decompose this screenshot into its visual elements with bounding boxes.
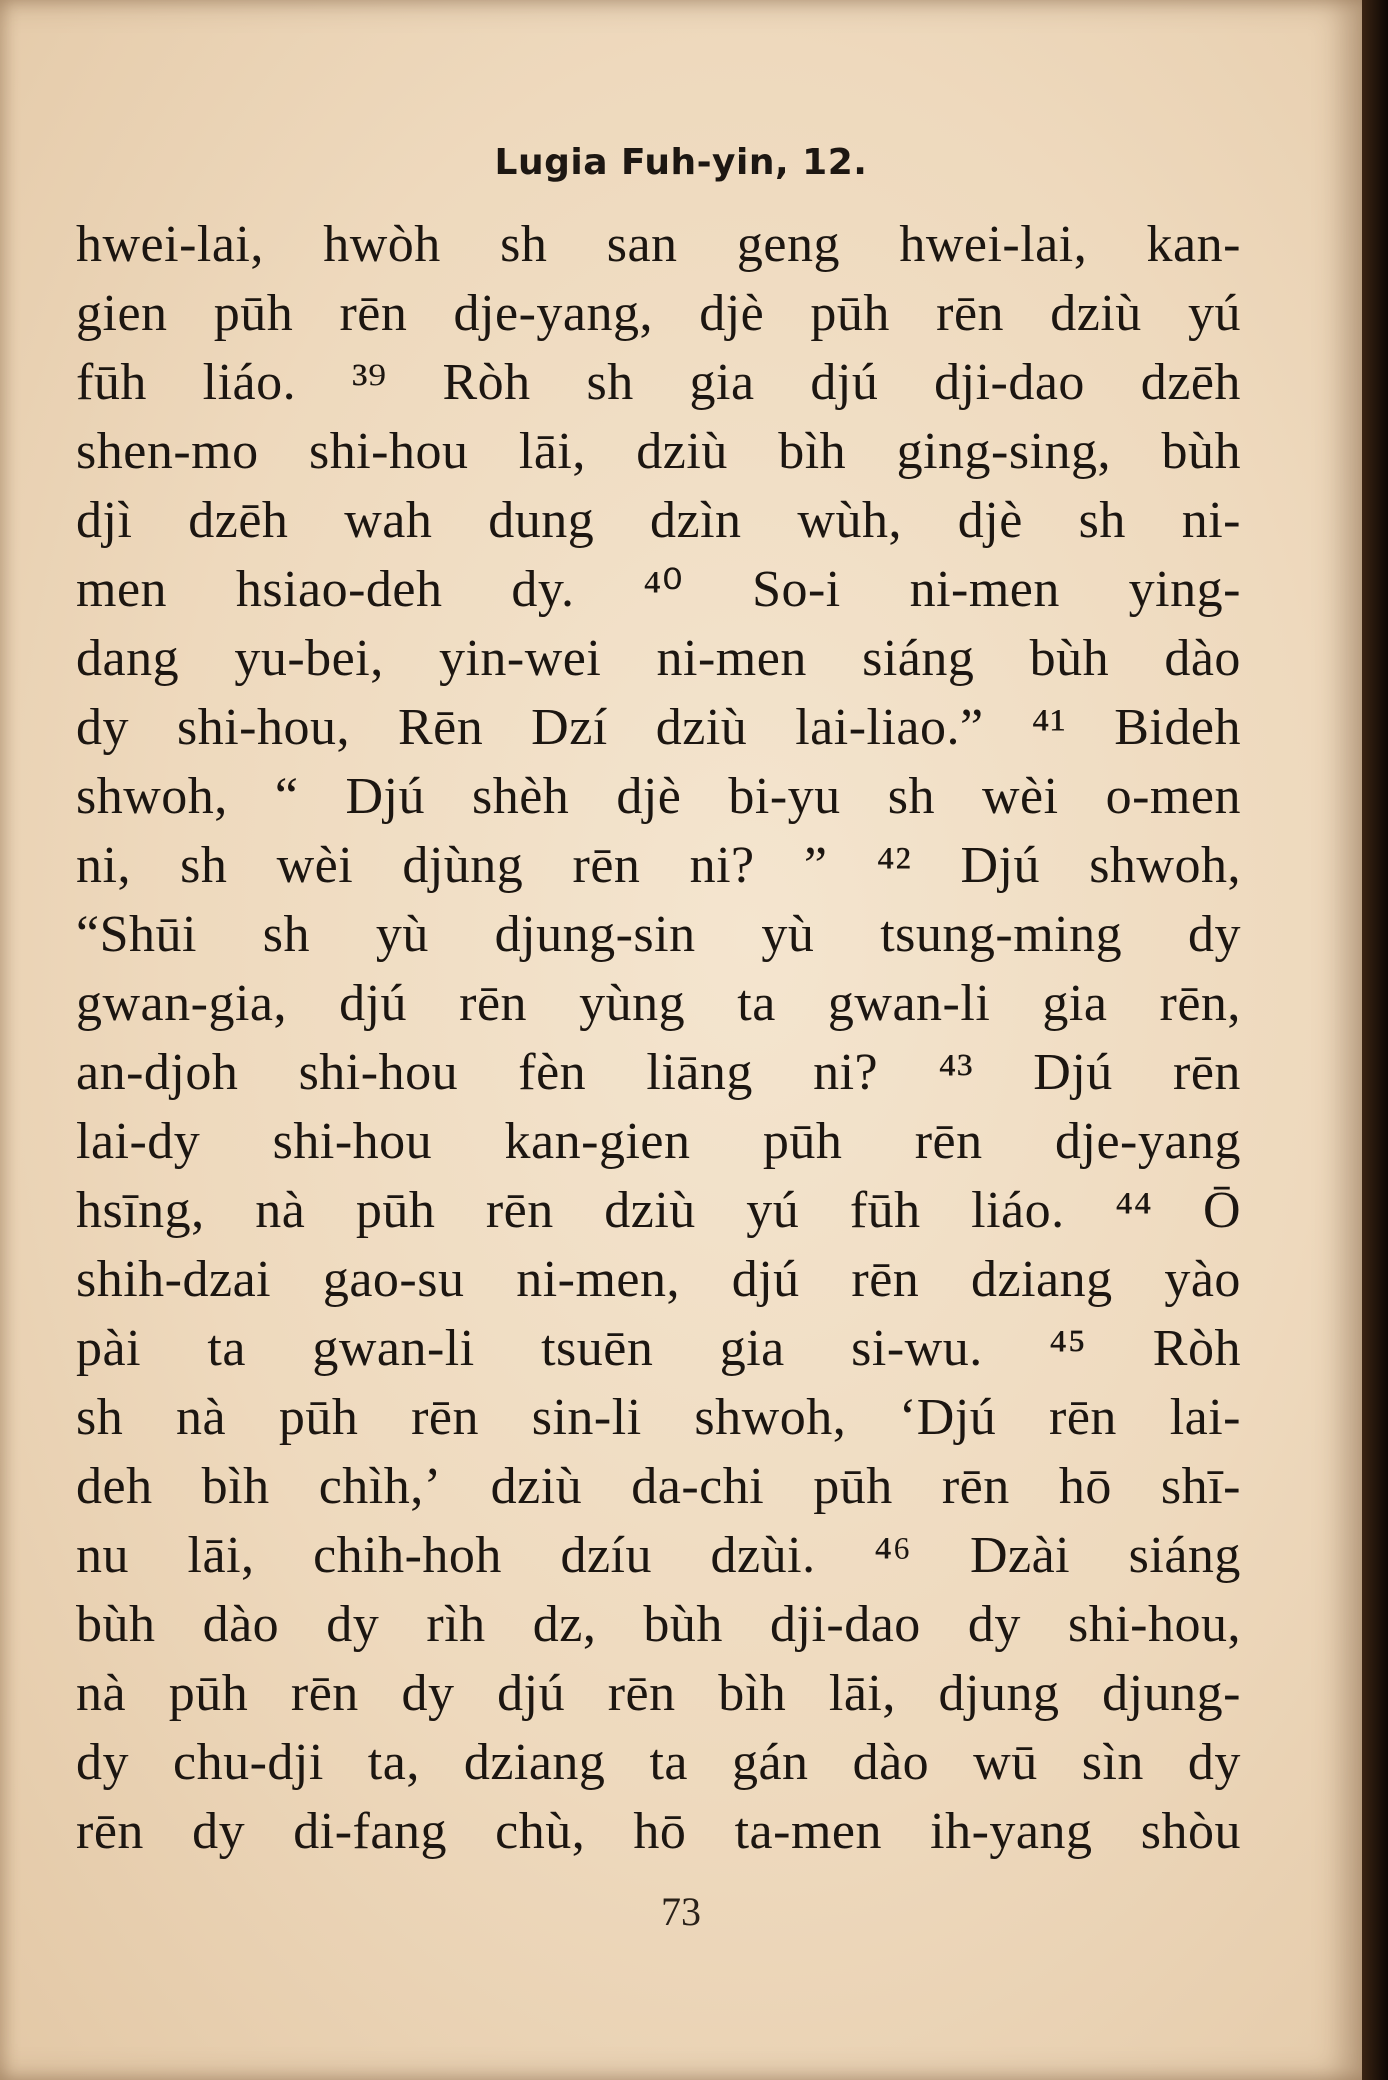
word: rēn, <box>1159 975 1241 1032</box>
word: dy <box>76 699 129 756</box>
word: pūh <box>810 285 890 342</box>
word: gia <box>689 354 755 411</box>
word: gao-su <box>322 1251 465 1308</box>
word: dji-dao <box>934 354 1085 411</box>
word: yin-wei <box>438 630 602 687</box>
word: wùh, <box>797 492 902 549</box>
word: ⁴⁰ <box>643 561 684 618</box>
word: nu <box>76 1527 129 1584</box>
word: gia <box>1042 975 1108 1032</box>
word: sin-li <box>531 1389 642 1446</box>
word: dzìn <box>650 492 742 549</box>
word: san <box>606 216 678 273</box>
word: rēn <box>290 1665 359 1722</box>
word: ih-yang <box>930 1803 1093 1860</box>
word: gien <box>76 285 168 342</box>
text-line <box>76 624 1241 693</box>
word: bi-yu <box>728 768 841 825</box>
word: gwan-li <box>312 1320 475 1377</box>
word: dje-yang <box>1055 1113 1241 1170</box>
word: tsung-ming <box>880 906 1123 963</box>
word: gán <box>731 1734 809 1791</box>
word: rēn <box>411 1389 479 1446</box>
word: djùng <box>402 837 524 894</box>
word: dào <box>1164 630 1241 687</box>
word: dzēh <box>1140 354 1241 411</box>
text-line <box>76 1521 1241 1590</box>
word: rēn <box>941 1458 1010 1515</box>
word: ⁴¹ <box>1031 699 1067 756</box>
word: rēn <box>76 1803 144 1860</box>
word: rēn <box>914 1113 983 1170</box>
word: shi-hou <box>298 1044 459 1101</box>
word: ” <box>803 837 828 894</box>
word: bùh <box>1161 423 1241 480</box>
word: ⁴⁴ <box>1115 1182 1153 1239</box>
text-line <box>76 1245 1241 1314</box>
word: dzēh <box>188 492 289 549</box>
word: dziù <box>490 1458 583 1515</box>
word: ni? <box>813 1044 879 1101</box>
word: sìn <box>1081 1734 1144 1791</box>
word: bìh <box>201 1458 270 1515</box>
word: gwan-li <box>827 975 991 1032</box>
word: djung-sin <box>494 906 696 963</box>
word: nà <box>76 1665 127 1722</box>
word: djè <box>957 492 1023 549</box>
text-line <box>76 693 1241 762</box>
word: sh <box>262 906 311 963</box>
word: tsuēn <box>541 1320 654 1377</box>
word: rēn <box>459 975 528 1032</box>
word: yào <box>1164 1251 1241 1308</box>
text-line <box>76 1797 1241 1866</box>
text-line <box>76 1107 1241 1176</box>
word: ta <box>649 1734 688 1791</box>
word: djè <box>699 285 765 342</box>
word: dy. <box>511 561 575 618</box>
word: hsīng, <box>76 1182 205 1239</box>
word: djung- <box>1102 1665 1241 1722</box>
word: djè <box>616 768 682 825</box>
word: Rēn <box>397 699 484 756</box>
word: “Shūi <box>76 906 197 963</box>
text-line <box>76 1038 1241 1107</box>
text-line <box>76 1176 1241 1245</box>
word: shi-hou, <box>176 699 350 756</box>
word: geng <box>736 216 840 273</box>
word: fūh <box>849 1182 921 1239</box>
word: ni-men <box>909 561 1060 618</box>
word: dung <box>488 492 595 549</box>
word: liáo. <box>971 1182 1065 1239</box>
word: ta, <box>367 1734 420 1791</box>
word: kan- <box>1146 216 1241 273</box>
word: dy <box>1187 1734 1241 1791</box>
word: rēn <box>607 1665 676 1722</box>
word: fūh <box>76 354 147 411</box>
text-line <box>76 969 1241 1038</box>
word: shen-mo <box>76 423 259 480</box>
word: hwei-lai, <box>899 216 1088 273</box>
text-line <box>76 1659 1241 1728</box>
word: dzíu <box>560 1527 652 1584</box>
word: dy <box>326 1596 380 1653</box>
word: sh <box>76 1389 124 1446</box>
word: siáng <box>862 630 975 687</box>
word: rēn <box>485 1182 554 1239</box>
word: chih-hoh <box>313 1527 502 1584</box>
word: wū <box>973 1734 1038 1791</box>
text-line <box>76 1590 1241 1659</box>
word: liāng <box>646 1044 753 1101</box>
word: ying- <box>1128 561 1241 618</box>
word: chìh,’ <box>318 1458 442 1515</box>
word: lāi, <box>828 1665 896 1722</box>
word: bìh <box>778 423 847 480</box>
word: Djú <box>1033 1044 1113 1101</box>
word: rēn <box>572 837 641 894</box>
word: ging-sing, <box>896 423 1112 480</box>
word: ni, <box>76 837 131 894</box>
word: dziù <box>1050 285 1142 342</box>
text-line <box>76 279 1241 348</box>
word: yu-bei, <box>234 630 384 687</box>
word: pūh <box>762 1113 843 1170</box>
word: ni? <box>689 837 755 894</box>
word: ni-men <box>656 630 807 687</box>
word: sh <box>500 216 548 273</box>
word: ³⁹ <box>351 354 387 411</box>
word: ⁴² <box>876 837 912 894</box>
word: lai-dy <box>76 1113 201 1170</box>
word: ta <box>737 975 776 1032</box>
word: hsiao-deh <box>235 561 443 618</box>
word: dy <box>967 1596 1021 1653</box>
word: rēn <box>1173 1044 1241 1101</box>
word: shwoh, <box>76 768 228 825</box>
word: shih-dzai <box>76 1251 272 1308</box>
word: hwòh <box>323 216 441 273</box>
text-line <box>76 210 1241 279</box>
word: lāi, <box>187 1527 255 1584</box>
word: Bideh <box>1114 699 1241 756</box>
word: yù <box>761 906 815 963</box>
word: lāi, <box>518 423 586 480</box>
word: djung <box>938 1665 1060 1722</box>
word: “ <box>274 768 299 825</box>
word: lai- <box>1169 1389 1241 1446</box>
word: ni-men, <box>516 1251 680 1308</box>
word: chù, <box>495 1803 586 1860</box>
word: yú <box>1187 285 1241 342</box>
word: ni- <box>1181 492 1241 549</box>
text-line <box>76 1452 1241 1521</box>
word: ta-men <box>734 1803 882 1860</box>
word: ‘Djú <box>898 1389 997 1446</box>
word: dz, <box>532 1596 597 1653</box>
word: yùng <box>579 975 686 1032</box>
word: ⁴³ <box>938 1044 974 1101</box>
text-line <box>76 1728 1241 1797</box>
text-line <box>76 1314 1241 1383</box>
word: shī- <box>1160 1458 1241 1515</box>
word: dào <box>852 1734 930 1791</box>
word: dy <box>76 1734 129 1791</box>
word: dziang <box>971 1251 1113 1308</box>
body-text <box>76 210 1241 1866</box>
word: gia <box>719 1320 785 1377</box>
word: Ō <box>1202 1182 1241 1239</box>
word: sh <box>1078 492 1126 549</box>
word: Ròh <box>442 354 531 411</box>
word: shòu <box>1140 1803 1241 1860</box>
word: So-i <box>752 561 841 618</box>
word: deh <box>76 1458 153 1515</box>
word: siáng <box>1128 1527 1241 1584</box>
word: yú <box>746 1182 800 1239</box>
text-line <box>76 486 1241 555</box>
word: rēn <box>1049 1389 1117 1446</box>
word: shi-hou <box>309 423 469 480</box>
word: hwei-lai, <box>76 216 264 273</box>
word: di-fang <box>293 1803 447 1860</box>
word: o-men <box>1105 768 1241 825</box>
word: dziù <box>604 1182 696 1239</box>
word: wèi <box>981 768 1059 825</box>
word: sh <box>586 354 634 411</box>
text-line <box>76 417 1241 486</box>
word: dang <box>76 630 180 687</box>
word: pūh <box>213 285 294 342</box>
word: pūh <box>168 1665 249 1722</box>
word: ⁴⁵ <box>1049 1320 1087 1377</box>
word: pài <box>76 1320 142 1377</box>
word: bìh <box>718 1665 787 1722</box>
word: pūh <box>813 1458 893 1515</box>
word: gwan-gia, <box>76 975 287 1032</box>
word: dào <box>202 1596 280 1653</box>
word: rēn <box>339 285 408 342</box>
word: shi-hou, <box>1068 1596 1241 1653</box>
word: djú <box>339 975 408 1032</box>
word: yù <box>375 906 429 963</box>
word: kan-gien <box>504 1113 691 1170</box>
word: nà <box>176 1389 227 1446</box>
word: Djú <box>345 768 425 825</box>
word: rēn <box>851 1251 920 1308</box>
word: pūh <box>278 1389 359 1446</box>
word: nà <box>255 1182 306 1239</box>
word: shwoh, <box>694 1389 847 1446</box>
word: men <box>76 561 168 618</box>
word: dziang <box>463 1734 606 1791</box>
word: sh <box>180 837 228 894</box>
word: djú <box>810 354 879 411</box>
word: chu-dji <box>173 1734 324 1791</box>
word: dziù <box>655 699 748 756</box>
word: ⁴⁶ <box>874 1527 912 1584</box>
page-edge-shadow <box>1362 0 1388 2080</box>
word: bùh <box>1029 630 1110 687</box>
running-head: Lugia Fuh-yin, 12. <box>494 142 868 183</box>
word: ta <box>207 1320 246 1377</box>
word: dziù <box>636 423 728 480</box>
text-line <box>76 831 1241 900</box>
word: dje-yang, <box>453 285 653 342</box>
word: Dzài <box>969 1527 1071 1584</box>
text-line <box>76 1383 1241 1452</box>
word: wah <box>344 492 433 549</box>
word: bùh <box>76 1596 156 1653</box>
word: djú <box>731 1251 800 1308</box>
word: liáo. <box>202 354 297 411</box>
word: shwoh, <box>1089 837 1241 894</box>
word: dzùi. <box>710 1527 816 1584</box>
text-line <box>76 348 1241 417</box>
page-number: 73 <box>661 1889 701 1934</box>
word: djú <box>497 1665 566 1722</box>
word: dy <box>1187 906 1241 963</box>
word: dy <box>401 1665 455 1722</box>
word: fèn <box>518 1044 587 1101</box>
word: dji-dao <box>770 1596 921 1653</box>
word: an-djoh <box>76 1044 239 1101</box>
word: sh <box>887 768 935 825</box>
word: si-wu. <box>851 1320 983 1377</box>
text-line <box>76 900 1241 969</box>
word: rēn <box>936 285 1005 342</box>
word: shi-hou <box>272 1113 433 1170</box>
word: Dzí <box>531 699 608 756</box>
word: djì <box>76 492 133 549</box>
word: da-chi <box>631 1458 765 1515</box>
word: rìh <box>426 1596 486 1653</box>
word: wèi <box>276 837 354 894</box>
word: Ròh <box>1152 1320 1241 1377</box>
word: lai-liao.” <box>795 699 984 756</box>
word: shèh <box>471 768 570 825</box>
text-line <box>76 762 1241 831</box>
word: hō <box>633 1803 687 1860</box>
word: hō <box>1058 1458 1112 1515</box>
text-line <box>76 555 1241 624</box>
word: Djú <box>960 837 1040 894</box>
word: dy <box>192 1803 246 1860</box>
word: pūh <box>355 1182 436 1239</box>
word: bùh <box>643 1596 723 1653</box>
